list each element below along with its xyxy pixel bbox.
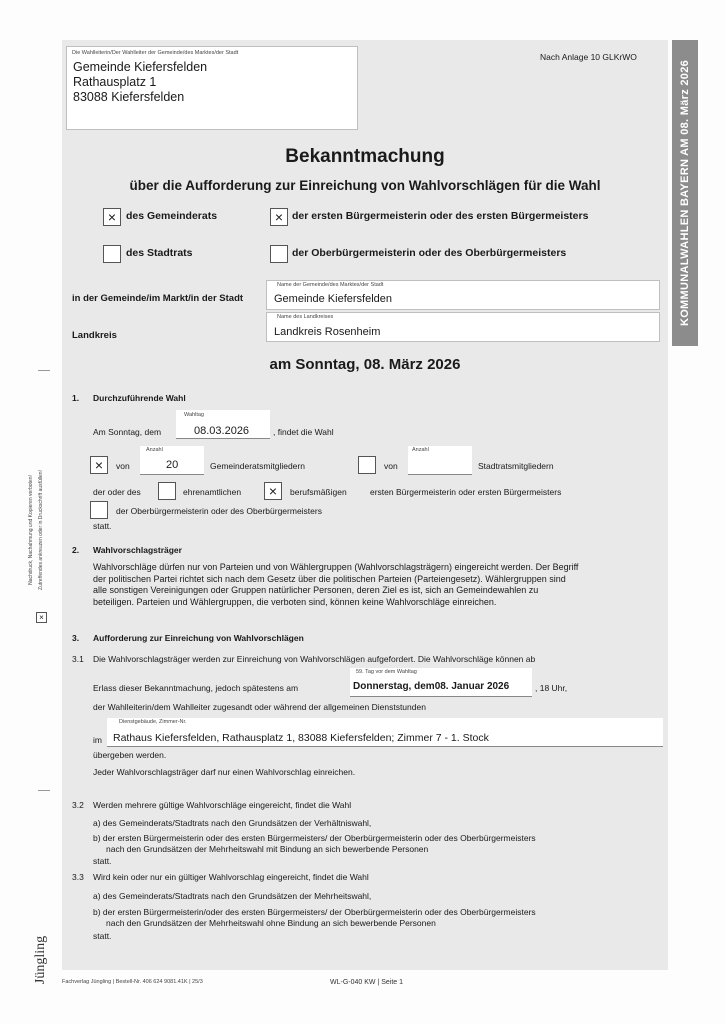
deadline-date: 08. Januar 2026 (434, 681, 510, 692)
section-3-3-a: a) des Gemeinderats/Stadtrats nach den Grundsätzen der Mehrheitswahl, (93, 891, 372, 901)
district-caption: Name des Landkreises (277, 314, 334, 320)
checkbox-oberbuergermeister[interactable] (270, 245, 288, 263)
deadline-time: , 18 Uhr, (535, 683, 568, 693)
deadline-value (353, 681, 509, 692)
checkbox-oberbuergermeister-count[interactable] (90, 501, 108, 519)
der-oder-des-label: der oder des (93, 487, 141, 497)
erlass-text: Erlass dieser Bekanntmachung, jedoch spätestens am (93, 683, 299, 693)
publisher-logo (26, 930, 56, 990)
option-label-oberbuergermeister: der Oberbürgermeisterin oder des Oberbürgermeisters (292, 247, 567, 259)
deadline-field[interactable] (350, 668, 532, 696)
checkbox-gemeinderat-count[interactable]: × (90, 456, 108, 474)
address-line: 83088 Kiefersfelden (73, 90, 185, 104)
section-3-2-number: 3.2 (72, 800, 84, 810)
berufsmaessig-label: berufsmäßigen (290, 487, 347, 497)
office-caption: Dienstgebäude, Zimmer-Nr. (119, 719, 187, 725)
office-value: Rathaus Kiefersfelden, Rathausplatz 1, 83088 Kiefersfelden; Zimmer 7 - 1. Stock (113, 732, 489, 744)
section-1-statt: statt. (93, 521, 112, 531)
section-3-2-b2: nach den Grundsätzen der Mehrheitswahl mit Bindung an sich bewerbende Personen (106, 844, 429, 854)
election-day-value: 08.03.2026 (194, 425, 250, 437)
section-3-2-statt: statt. (93, 856, 112, 866)
address-block (73, 60, 207, 105)
address-line: Rathausplatz 1 (73, 75, 157, 89)
election-date-heading: am Sonntag, 08. März 2026 (269, 356, 461, 373)
form-id: WL-G-040 KW | Seite 1 (330, 979, 404, 986)
section-3-1-number: 3.1 (72, 654, 84, 664)
section-3-2-text: Werden mehrere gültige Wahlvorschläge eingereicht, findet die Wahl (93, 800, 352, 810)
ehrenamtlich-label: ehrenamtlichen (183, 487, 242, 497)
oberbuergermeister-label: der Oberbürgermeisterin oder des Oberbürgermeisters (116, 506, 322, 516)
checkbox-buergermeister[interactable]: × (270, 208, 288, 226)
section-2-body (93, 562, 663, 608)
section-3-3-statt: statt. (93, 931, 112, 941)
council-count-field[interactable] (140, 446, 204, 474)
section-2-line: der politischen Partei richtet sich nach dem Gesetz über die politischen Parteien (Parteiengesetz). Wählergruppen sind (93, 573, 566, 584)
margin-tick (38, 790, 50, 791)
left-margin-note-2 (34, 430, 48, 630)
publisher-info: Fachverlag Jüngling | Bestell-Nr. 406 624 9081.41K | 25/3 (62, 979, 203, 985)
section-3-3-b2: nach den Grundsätzen der Mehrheitswahl ohne Bindung an sich bewerbende Personen (106, 918, 436, 928)
council-count-caption: Anzahl (146, 447, 163, 453)
von-label-2: von (384, 461, 398, 471)
checkbox-stadtrat[interactable] (103, 245, 121, 263)
section-2-heading: Wahlvorschlagsträger (93, 545, 182, 555)
section-2-line: beteiligen. Parteien und Wählergruppen, die verboten sind, können keine Wahlvorschläge einreichen. (93, 596, 497, 607)
municipality-caption: Name der Gemeinde/des Marktes/der Stadt (277, 282, 384, 288)
im-label: im (93, 735, 102, 745)
office-underline (107, 746, 663, 747)
margin-tick (38, 370, 50, 371)
document-subtitle: über die Aufforderung zur Einreichung von Wahlvorschlägen für die Wahl (129, 178, 601, 193)
section-3-2-b1: b) der ersten Bürgermeisterin oder des ersten Bürgermeisters/ der Oberbürgermeisterin oder des Oberbürgermeisters (93, 833, 536, 843)
address-line: Gemeinde Kiefersfelden (73, 60, 208, 74)
council-count-value: 20 (166, 459, 179, 471)
address-box (66, 46, 358, 130)
document-title: Bekanntmachung (285, 146, 445, 167)
side-band-text: KOMMUNALWAHLEN BAYERN AM 08. März 2026 (679, 59, 692, 327)
council-members-label: Gemeinderatsmitgliedern (210, 461, 305, 471)
district-field[interactable] (266, 312, 660, 342)
checkbox-ehrenamtlich[interactable] (158, 482, 176, 500)
city-council-count-caption: Anzahl (412, 447, 429, 453)
section-2-line: Wahlvorschläge dürfen nur von Parteien und von Wählergruppen (Wahlvorschlagsträgern) eingereicht werden. Der Begriff (93, 562, 579, 572)
section-2-line: alle sonstigen Vereinigungen oder Gruppen natürlicher Personen, deren Ziel es ist, sich an Gemeindewahlen zu (93, 585, 539, 595)
sender-caption: Die Wahlleiterin/Der Wahlleiter der Gemeinde/des Marktes/der Stadt (72, 50, 239, 56)
city-council-count-underline (408, 474, 472, 475)
checkbox-stadtrat-count[interactable] (358, 456, 376, 474)
election-day-after-text: , findet die Wahl (273, 427, 334, 437)
margin-check-box: × (36, 612, 47, 623)
annex-reference: Nach Anlage 10 GLKrWO (540, 52, 637, 62)
option-label-buergermeister: der ersten Bürgermeisterin oder des ersten Bürgermeisters (292, 210, 589, 222)
section-3-3-text: Wird kein oder nur ein gültiger Wahlvorschlag eingereicht, findet die Wahl (93, 872, 369, 882)
left-margin-text-2: Zutreffendes ankreuzen oder in Druckschrift ausfüllen! (38, 470, 45, 590)
city-council-count-field[interactable] (408, 446, 472, 474)
bei-text: der Wahlleiterin/dem Wahlleiter zugesandt oder während der allgemeinen Dienststunden (93, 702, 426, 712)
city-council-members-label: Stadtratsmitgliedern (478, 461, 554, 471)
checkbox-gemeinderat[interactable]: × (103, 208, 121, 226)
section-1-number: 1. (72, 393, 80, 403)
office-field[interactable] (107, 718, 663, 746)
section-3-heading: Aufforderung zur Einreichung von Wahlvorschlägen (93, 633, 304, 643)
district-row-label: Landkreis (72, 330, 117, 341)
option-label-stadtrat: des Stadtrats (126, 247, 193, 259)
jeder-text: Jeder Wahlvorschlagsträger darf nur einen Wahlvorschlag einreichen. (93, 767, 356, 777)
section-3-1-text: Die Wahlvorschlagsträger werden zur Einreichung von Wahlvorschlägen aufgefordert. Die Wahlvorschläge können ab (93, 654, 536, 664)
deadline-underline (350, 696, 532, 697)
district-value: Landkreis Rosenheim (274, 326, 381, 338)
erster-buergermeister-label: ersten Bürgermeisterin oder ersten Bürgermeisters (370, 487, 562, 497)
section-2-number: 2. (72, 545, 80, 555)
section-3-2-a: a) des Gemeinderats/Stadtrats nach den Grundsätzen der Verhältniswahl, (93, 818, 372, 828)
election-day-caption: Wahltag (184, 412, 204, 418)
deadline-weekday: Donnerstag, dem (353, 681, 435, 692)
logo-text: Jüngling (33, 935, 49, 985)
section-3-number: 3. (72, 633, 80, 643)
municipality-row-label: in der Gemeinde/im Markt/in der Stadt (72, 293, 244, 304)
section-3-3-b1: b) der ersten Bürgermeisterin/oder des ersten Bürgermeisters/ der Oberbürgermeisterin oder des Oberbürgermeisters (93, 907, 536, 917)
side-band-text-wrap (672, 40, 698, 346)
option-label-gemeinderat: des Gemeinderats (126, 210, 218, 222)
election-day-field[interactable] (176, 410, 270, 438)
left-margin-text: Nachdruck, Nachahmung und Kopieren verboten! (28, 475, 35, 585)
election-day-text: Am Sonntag, dem (93, 427, 162, 437)
section-3-3-number: 3.3 (72, 872, 84, 882)
uebergeben-text: übergeben werden. (93, 750, 167, 760)
deadline-caption: 59. Tag vor dem Wahltag (356, 669, 417, 675)
municipality-value: Gemeinde Kiefersfelden (274, 293, 393, 305)
section-1-heading: Durchzuführende Wahl (93, 393, 186, 403)
council-count-underline (140, 474, 204, 475)
election-day-underline (176, 438, 270, 439)
von-label: von (116, 461, 130, 471)
municipality-field[interactable] (266, 280, 660, 310)
checkbox-berufsmaessig[interactable]: × (264, 482, 282, 500)
